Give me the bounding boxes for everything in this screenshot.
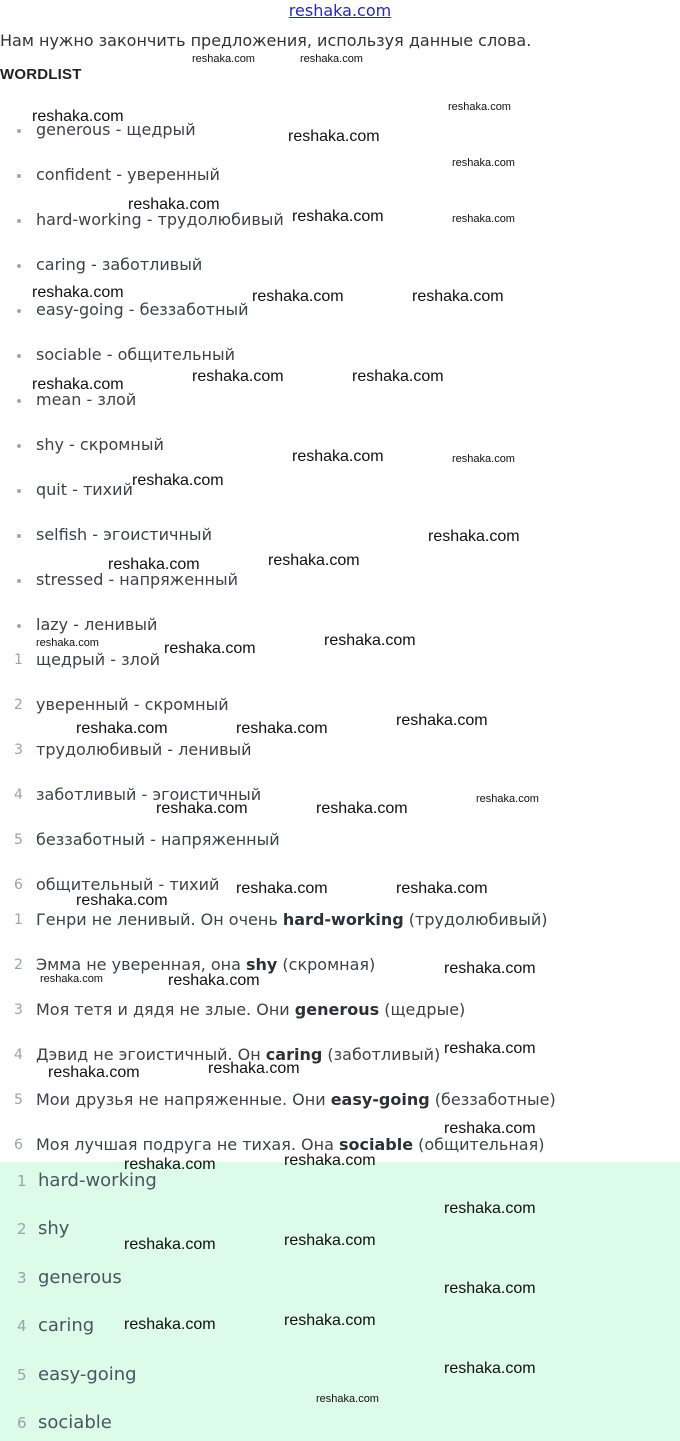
watermark: reshaka.com bbox=[76, 720, 168, 737]
sentence-start: Моя тетя и дядя не злые. Они bbox=[36, 1000, 295, 1019]
item-number: 4 bbox=[17, 1317, 27, 1335]
watermark: reshaka.com bbox=[208, 1060, 300, 1077]
item-number: 3 bbox=[14, 742, 23, 758]
watermark: reshaka.com bbox=[284, 1152, 376, 1169]
sentence-translation: (беззаботные) bbox=[429, 1090, 556, 1109]
watermark: reshaka.com bbox=[284, 1232, 376, 1249]
wordlist-item-text: shy - скромный bbox=[36, 435, 164, 454]
sentence-translation: (заботливый) bbox=[322, 1045, 441, 1064]
wordlist-item-text: caring - заботливый bbox=[36, 255, 203, 274]
item-number: 3 bbox=[14, 1002, 23, 1018]
watermark: reshaka.com bbox=[316, 800, 408, 817]
watermark: reshaka.com bbox=[236, 880, 328, 897]
site-link[interactable]: reshaka.com bbox=[288, 1, 392, 20]
wordlist-item-text: selfish - эгоистичный bbox=[36, 525, 212, 544]
item-number: 2 bbox=[14, 957, 23, 973]
watermark: reshaka.com bbox=[316, 1393, 379, 1405]
bullet-icon bbox=[17, 219, 21, 223]
sentence-item bbox=[0, 998, 680, 1022]
watermark: reshaka.com bbox=[108, 556, 200, 573]
item-number: 5 bbox=[14, 832, 23, 848]
watermark: reshaka.com bbox=[36, 637, 99, 649]
watermark: reshaka.com bbox=[128, 196, 220, 213]
watermark: reshaka.com bbox=[452, 453, 515, 465]
answer-text: generous bbox=[38, 1267, 122, 1288]
watermark: reshaka.com bbox=[32, 376, 124, 393]
watermark: reshaka.com bbox=[476, 793, 539, 805]
sentence-start: Эмма не уверенная, она bbox=[36, 955, 246, 974]
pair-item bbox=[0, 693, 680, 717]
sentence-start: Моя лучшая подруга не тихая. Она bbox=[36, 1135, 339, 1154]
watermark: reshaka.com bbox=[192, 368, 284, 385]
answer-text: sociable bbox=[38, 1412, 112, 1433]
item-number: 1 bbox=[17, 1172, 27, 1190]
watermark: reshaka.com bbox=[292, 448, 384, 465]
bullet-icon bbox=[17, 534, 21, 538]
bullet-icon bbox=[17, 264, 21, 268]
pair-text: уверенный - скромный bbox=[36, 695, 229, 714]
sentence-translation: (общительная) bbox=[413, 1135, 545, 1154]
sentence-translation: (щедрые) bbox=[379, 1000, 466, 1019]
watermark: reshaka.com bbox=[40, 973, 103, 985]
answer-word: caring bbox=[265, 1045, 323, 1064]
answer-word: sociable bbox=[338, 1135, 414, 1154]
wordlist-item-text: easy-going - беззаботный bbox=[36, 300, 249, 319]
watermark: reshaka.com bbox=[396, 880, 488, 897]
watermark: reshaka.com bbox=[324, 632, 416, 649]
watermark: reshaka.com bbox=[452, 157, 515, 169]
item-number: 5 bbox=[17, 1366, 27, 1384]
watermark: reshaka.com bbox=[124, 1236, 216, 1253]
wordlist-heading: WORDLIST bbox=[0, 66, 82, 83]
answer-text: hard-working bbox=[38, 1170, 157, 1191]
item-number: 2 bbox=[14, 697, 23, 713]
watermark: reshaka.com bbox=[444, 1040, 536, 1057]
item-number: 6 bbox=[14, 1137, 23, 1153]
wordlist-item-text: generous - щедрый bbox=[36, 120, 196, 139]
answer-item bbox=[0, 1265, 680, 1291]
answer-text: easy-going bbox=[38, 1364, 137, 1385]
watermark: reshaka.com bbox=[292, 208, 384, 225]
answer-item bbox=[0, 1410, 680, 1436]
wordlist-item-text: stressed - напряженный bbox=[36, 570, 239, 589]
sentence-start: Генри не ленивый. Он очень bbox=[36, 910, 283, 929]
answer-text: shy bbox=[38, 1218, 70, 1239]
wordlist-item-text: lazy - ленивый bbox=[36, 615, 158, 634]
sentence-translation: (трудолюбивый) bbox=[403, 910, 548, 929]
sentence-text bbox=[36, 1088, 556, 1112]
sentence-item bbox=[0, 1088, 680, 1112]
wordlist-item bbox=[0, 163, 680, 187]
watermark: reshaka.com bbox=[448, 101, 511, 113]
item-number: 6 bbox=[17, 1414, 27, 1432]
wordlist-item bbox=[0, 478, 680, 502]
watermark: reshaka.com bbox=[412, 288, 504, 305]
pair-item bbox=[0, 648, 680, 672]
bullet-icon bbox=[17, 174, 21, 178]
answer-word: hard-working bbox=[282, 910, 404, 929]
wordlist-item-text: hard-working - трудолюбивый bbox=[36, 210, 284, 229]
answer-item bbox=[0, 1362, 680, 1388]
item-number: 6 bbox=[14, 877, 23, 893]
watermark: reshaka.com bbox=[428, 528, 520, 545]
answer-text: caring bbox=[38, 1315, 95, 1336]
watermark: reshaka.com bbox=[124, 1316, 216, 1333]
answer-word: easy-going bbox=[330, 1090, 430, 1109]
wordlist-item-text: mean - злой bbox=[36, 390, 137, 409]
watermark: reshaka.com bbox=[284, 1312, 376, 1329]
wordlist-item bbox=[0, 253, 680, 277]
pair-text: трудолюбивый - ленивый bbox=[36, 740, 252, 759]
answer-word: generous bbox=[294, 1000, 380, 1019]
watermark: reshaka.com bbox=[444, 960, 536, 977]
pair-item bbox=[0, 738, 680, 762]
bullet-icon bbox=[17, 489, 21, 493]
watermark: reshaka.com bbox=[132, 472, 224, 489]
item-number: 1 bbox=[14, 912, 23, 928]
watermark: reshaka.com bbox=[32, 284, 124, 301]
task-instruction: Нам нужно закончить предложения, используя данные слова. bbox=[0, 31, 532, 50]
watermark: reshaka.com bbox=[164, 640, 256, 657]
bullet-icon bbox=[17, 624, 21, 628]
sentence-translation: (скромная) bbox=[277, 955, 376, 974]
watermark: reshaka.com bbox=[288, 128, 380, 145]
watermark: reshaka.com bbox=[268, 552, 360, 569]
wordlist-item-text: confident - уверенный bbox=[36, 165, 220, 184]
pair-item bbox=[0, 828, 680, 852]
watermark: reshaka.com bbox=[252, 288, 344, 305]
wordlist-item bbox=[0, 523, 680, 547]
pair-text: общительный - тихий bbox=[36, 875, 220, 894]
item-number: 5 bbox=[14, 1092, 23, 1108]
sentence-start: Дэвид не эгоистичный. Он bbox=[36, 1045, 266, 1064]
watermark: reshaka.com bbox=[32, 108, 124, 125]
pair-text: щедрый - злой bbox=[36, 650, 161, 669]
bullet-icon bbox=[17, 354, 21, 358]
sentence-text bbox=[36, 998, 465, 1022]
sentence-text bbox=[36, 908, 547, 932]
watermark: reshaka.com bbox=[76, 892, 168, 909]
watermark: reshaka.com bbox=[444, 1280, 536, 1297]
bullet-icon bbox=[17, 309, 21, 313]
wordlist-item-text: quit - тихий bbox=[36, 480, 133, 499]
watermark: reshaka.com bbox=[192, 53, 255, 65]
watermark: reshaka.com bbox=[236, 720, 328, 737]
watermark: reshaka.com bbox=[48, 1064, 140, 1081]
watermark: reshaka.com bbox=[444, 1120, 536, 1137]
bullet-icon bbox=[17, 129, 21, 133]
watermark: reshaka.com bbox=[444, 1360, 536, 1377]
wordlist-item-text: sociable - общительный bbox=[36, 345, 235, 364]
watermark: reshaka.com bbox=[444, 1200, 536, 1217]
watermark: reshaka.com bbox=[124, 1156, 216, 1173]
answer-item bbox=[0, 1168, 680, 1194]
item-number: 4 bbox=[14, 787, 23, 803]
item-number: 4 bbox=[14, 1047, 23, 1063]
bullet-icon bbox=[17, 399, 21, 403]
item-number: 3 bbox=[17, 1269, 27, 1287]
pair-text: заботливый - эгоистичный bbox=[36, 785, 262, 804]
bullet-icon bbox=[17, 444, 21, 448]
bullet-icon bbox=[17, 579, 21, 583]
pair-text: беззаботный - напряженный bbox=[36, 830, 280, 849]
sentence-item bbox=[0, 908, 680, 932]
watermark: reshaka.com bbox=[452, 213, 515, 225]
watermark: reshaka.com bbox=[168, 972, 260, 989]
watermark: reshaka.com bbox=[156, 800, 248, 817]
item-number: 2 bbox=[17, 1220, 27, 1238]
watermark: reshaka.com bbox=[300, 53, 363, 65]
answer-word: shy bbox=[246, 955, 278, 974]
watermark: reshaka.com bbox=[396, 712, 488, 729]
wordlist-item bbox=[0, 568, 680, 592]
wordlist-item bbox=[0, 343, 680, 367]
watermark: reshaka.com bbox=[352, 368, 444, 385]
sentence-start: Мои друзья не напряженные. Они bbox=[36, 1090, 331, 1109]
item-number: 1 bbox=[14, 652, 23, 668]
